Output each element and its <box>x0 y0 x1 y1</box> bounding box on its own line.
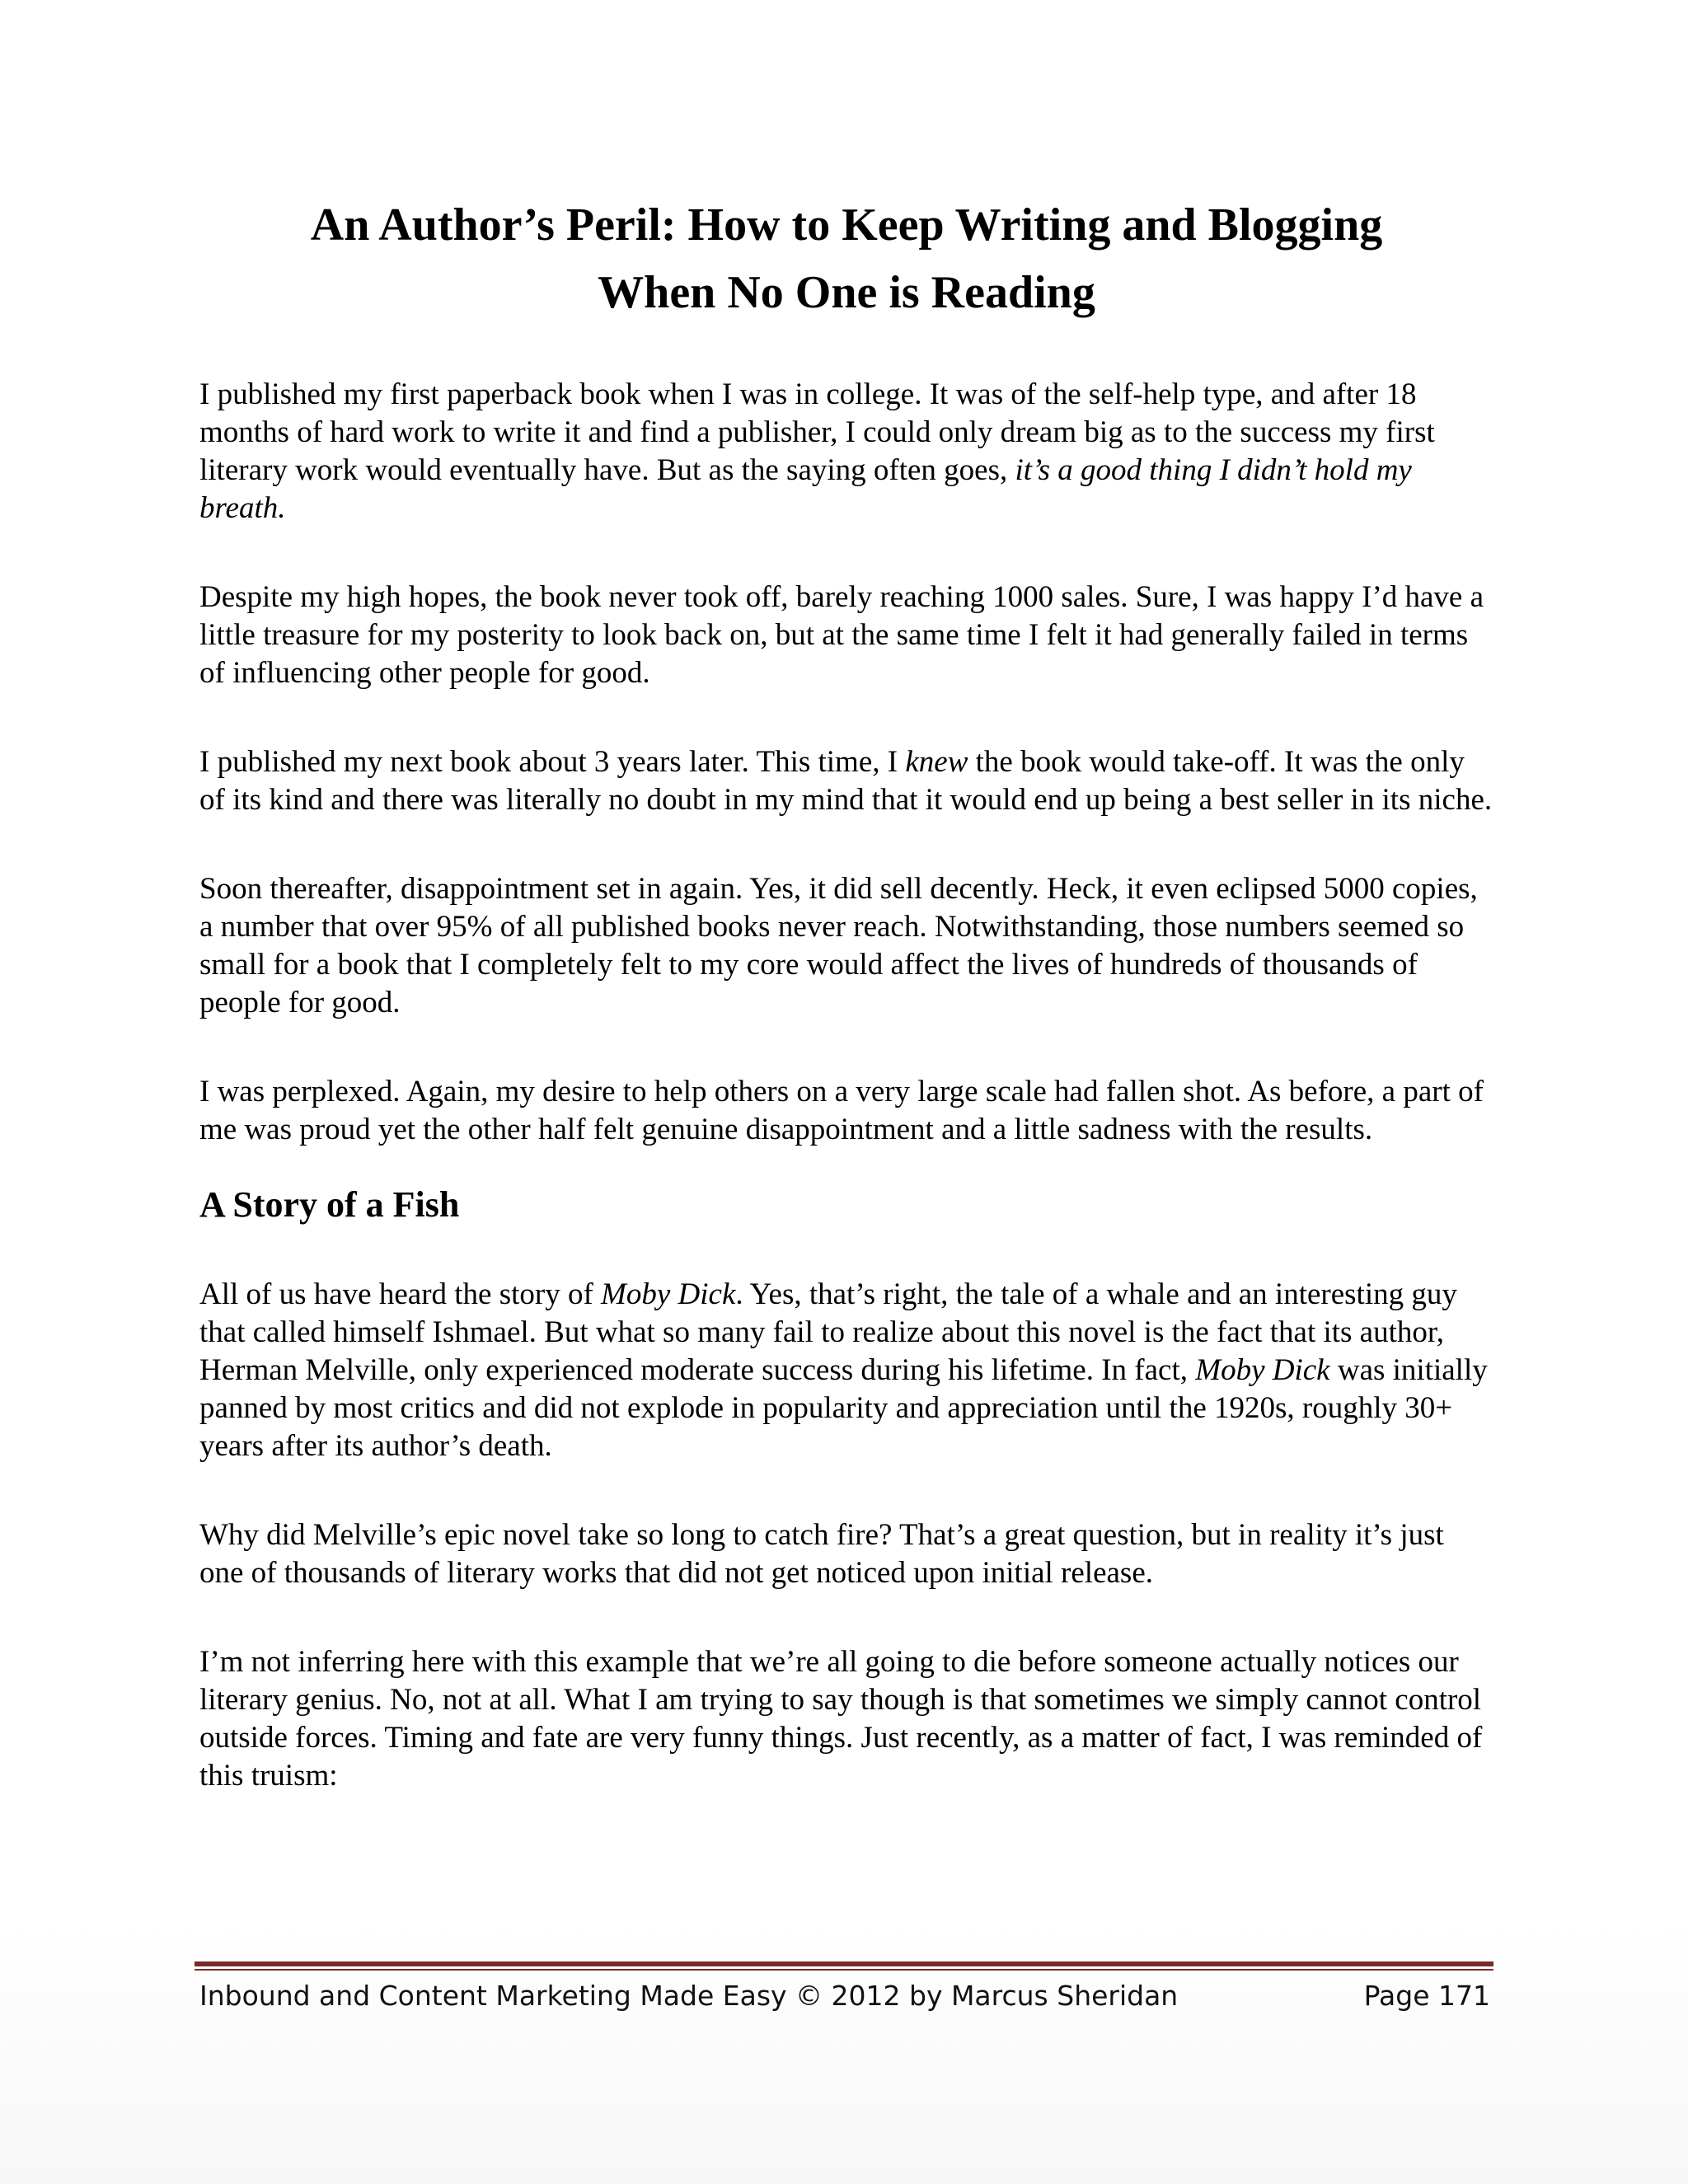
footer-page-number: Page 171 <box>1363 1980 1490 2012</box>
paragraph-1 <box>199 376 1493 527</box>
footer-divider-thick <box>195 1961 1493 1966</box>
paragraph-3-italic: knew <box>905 745 968 779</box>
paragraph-1-text: I published my first paperback book when I was in college. It was of the self-help type, and after 18 months of hard work to write it and find a publisher, I could only dream big as to the success my first literary work would eventually have. But as the saying often goes, <box>199 377 1435 487</box>
paragraph-2: Despite my high hopes, the book never took off, barely reaching 1000 sales. Sure, I was happy I’d have a little treasure for my posterity to look back on, but at the same time I felt it had generally failed in terms of influencing other people for good. <box>199 580 1484 690</box>
paragraph-8: I’m not inferring here with this example that we’re all going to die before someone actually notices our literary genius. No, not at all. What I am trying to say though is that sometimes we simply cannot control outside forces. Timing and fate are very funny things. Just recently, as a matter of fact, I was reminded of this truism: <box>199 1645 1483 1793</box>
paragraph-6 <box>199 1276 1493 1465</box>
paragraph-3 <box>199 743 1493 819</box>
title-line-2: When No One is Reading <box>598 267 1095 318</box>
footer-divider <box>195 1961 1493 1971</box>
paragraph-4: Soon thereafter, disappointment set in again. Yes, it did sell decently. Heck, it even eclipsed 5000 copies, a number that over 95% of all published books never reach. Notwithstanding, those numbers seemed so small for a book that I completely felt to my core would affect the lives of hundreds of thousands of people for good. <box>199 872 1478 1019</box>
paragraph-3-text-after: the book would take-off. It was the only of its kind and there was literally no doubt in my mind that it would end up being a best seller in its niche. <box>199 745 1493 817</box>
title-line-1: An Author’s Peril: How to Keep Writing and Blogging <box>310 199 1383 251</box>
paragraph-6-text-a: All of us have heard the story of <box>199 1277 602 1311</box>
paragraph-6-italic-b: Moby Dick <box>601 1277 736 1311</box>
footer-divider-thin <box>195 1969 1493 1971</box>
paragraph-1-italic: it’s a good thing I didn’t hold my breath. <box>199 453 1412 525</box>
paragraph-6-italic-d: Moby Dick <box>1195 1353 1330 1387</box>
footer-copyright: Inbound and Content Marketing Made Easy © 2012 by Marcus Sheridan <box>199 1980 1179 2012</box>
paragraph-7: Why did Melville’s epic novel take so long to catch fire? That’s a great question, but in reality it’s just one of thousands of literary works that did not get noticed upon initial release. <box>199 1518 1444 1590</box>
paragraph-5: I was perplexed. Again, my desire to help others on a very large scale had fallen shot. As before, a part of me was proud yet the other half felt genuine disappointment and a little sadness with the results. <box>199 1075 1484 1146</box>
paragraph-3-text: I published my next book about 3 years later. This time, I <box>199 745 906 779</box>
document-body <box>199 191 1493 1795</box>
paragraph-6-text-e: was initially panned by most critics and did not explode in popularity and appreciation until the 1920s, roughly 30+ years after its author’s death. <box>199 1353 1488 1463</box>
paragraph-6-text-c: . Yes, that’s right, the tale of a whale and an interesting guy that called himself Ishmael. But what so many fail to realize about this novel is the fact that its author, Herman Melville, only experienced moderate success during his lifetime. In fact, <box>199 1277 1457 1387</box>
section-heading: A Story of a Fish <box>199 1184 460 1225</box>
page-title <box>199 191 1493 326</box>
